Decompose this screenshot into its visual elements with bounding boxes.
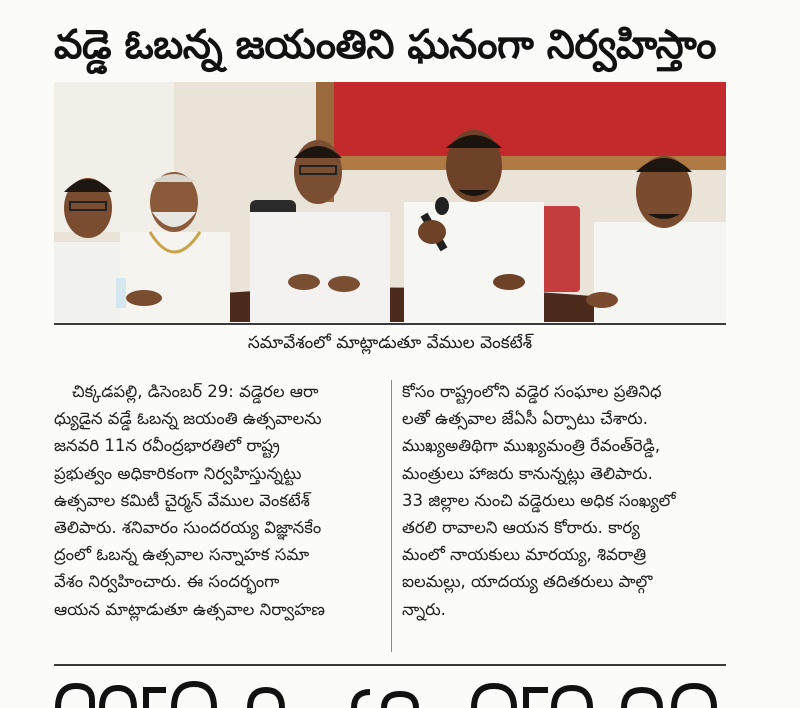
text-line: తెలిపారు. శనివారం సుందరయ్య విజ్ఞానకేం xyxy=(54,518,322,538)
article-right-column xyxy=(402,378,726,656)
text-line: లతో ఉత్సవాల జేఏసీ ఏర్పాటు చేశారు. xyxy=(402,409,649,429)
text-line: ప్రభుత్వం అధికారికంగా నిర్వహిస్తున్నట్టు xyxy=(54,463,302,483)
text-line: ముఖ్యఅతిథిగా ముఖ్యమంత్రి రేవంత్‌రెడ్డి, xyxy=(402,436,661,456)
text-line: ఆయన మాట్లాడుతూ ఉత్సవాల నిర్వాహణ xyxy=(54,599,325,619)
article-photo xyxy=(54,82,726,322)
text-line: వేశం నిర్వహించారు. ఈ సందర్భంగా xyxy=(54,572,280,592)
cut-off-next-headline xyxy=(54,680,726,708)
text-line: 33 జిల్లాల నుంచి వడ్డెరులు అధిక సంఖ్యలో xyxy=(402,490,676,510)
text-line: ఉత్సవాల కమిటీ చైర్మన్ వేముల వెంకటేశ్ xyxy=(54,490,310,510)
article-headline: వడ్డె ఓబన్న జయంతిని ఘనంగా నిర్వహిస్తాం xyxy=(54,22,717,68)
press-meet-photo-icon xyxy=(54,82,726,322)
article-left-column xyxy=(54,378,382,656)
text-line: తరలి రావాలని ఆయన కోరారు. కార్య xyxy=(402,518,640,538)
text-line: చిక్కడపల్లి, డిసెంబర్ 29: వడ్డెరల ఆరా xyxy=(72,382,319,401)
photo-caption: సమావేశంలో మాట్లాడుతూ వేముల వెంకటేశ్ xyxy=(247,333,533,353)
cropped-headline-glyphs-icon xyxy=(54,680,726,708)
text-line: ఐలమల్లు, యాదయ్య తదితరులు పాల్గొ xyxy=(402,572,653,592)
text-line: మంలో నాయకులు మారయ్య, శివరాత్రి xyxy=(402,545,647,565)
text-line: ద్రంలో ఓబన్న ఉత్సవాల సన్నాహక సమా xyxy=(54,545,310,565)
caption-rule xyxy=(54,323,726,325)
text-line: ధ్యుడైన వడ్డే ఓబన్న జయంతి ఉత్సవాలను xyxy=(54,409,322,429)
section-rule xyxy=(54,664,726,666)
text-line: న్నారు. xyxy=(402,599,446,619)
text-line: కోసం రాష్ట్రంలోని వడ్డెర సంఘాల ప్రతినిధ xyxy=(402,382,662,401)
text-line: జనవరి 11న రవీంద్రభారతిలో రాష్ట్ర xyxy=(54,436,280,456)
text-line: మంత్రులు హాజరు కానున్నట్లు తెలిపారు. xyxy=(402,463,653,483)
column-divider xyxy=(391,380,392,652)
